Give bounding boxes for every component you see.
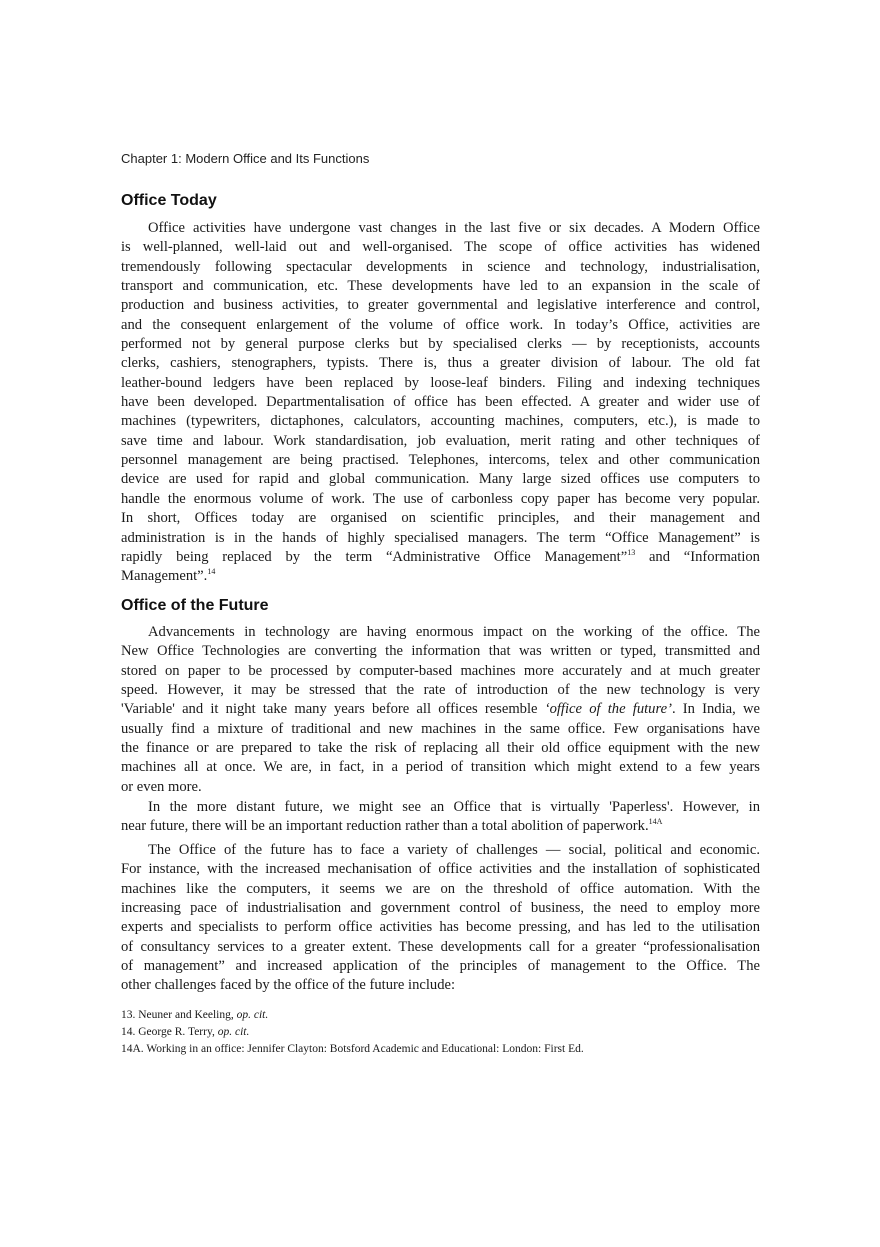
text-run: have been developed. Departmentalisation of office has been effected. A greater and wider use of	[121, 394, 760, 411]
footnote	[121, 1024, 584, 1041]
paragraph	[121, 219, 760, 587]
text-run: The Office of the future has to face a variety of challenges — social, political and economic.	[148, 842, 760, 858]
text-run: 13. Neuner and Keeling,	[121, 1009, 237, 1021]
running-head: Chapter 1: Modern Office and Its Functions	[121, 151, 370, 166]
text-run: transport and communication, etc. These developments have led to an expansion in the scale of	[121, 278, 760, 295]
paragraph	[121, 798, 760, 837]
text-line	[121, 219, 760, 238]
text-line	[121, 509, 760, 528]
text-run: is well-planned, well-laid out and well-organised. The scope of office activities has widened	[121, 239, 760, 256]
paragraph	[121, 623, 760, 797]
text-run: 'Variable' and it night take many years before all offices resemble	[121, 701, 545, 718]
text-run: In short, Offices today are organised on scientific principles, and their management and	[121, 510, 760, 527]
text-run: administration is in the hands of highly specialised managers. The term “Office Management” is	[121, 529, 760, 546]
text-line	[121, 976, 760, 995]
text-line	[121, 623, 760, 642]
text-run: usually find a mixture of traditional and new machines in the same office. Few organisations have	[121, 720, 760, 737]
text-line	[121, 548, 760, 567]
text-run: For instance, with the increased mechanisation of office activities and the installation of sophisticated	[121, 861, 760, 878]
text-line	[121, 798, 760, 817]
text-line	[121, 432, 760, 451]
text-run: clerks, cashiers, stenographers, typists. There is, thus a greater division of labour. The old fat	[121, 355, 760, 372]
text-line	[121, 938, 760, 957]
text-run: machines all at once. We are, in fact, in a period of transition which might extend to a few years	[121, 759, 760, 776]
section-heading-office-of-the-future: Office of the Future	[121, 597, 269, 614]
paragraph	[121, 841, 760, 996]
footnote-marker: 14A	[648, 817, 663, 827]
text-line	[121, 739, 760, 758]
text-run: rapidly being replaced by the term “Administrative Office Management”	[121, 548, 628, 565]
footnote-marker: 14	[207, 567, 216, 577]
text-line	[121, 817, 760, 836]
italic-text: ‘office of the future’	[544, 701, 672, 718]
footnote-marker: 13	[627, 547, 636, 557]
text-line	[121, 490, 760, 509]
text-line	[121, 258, 760, 277]
text-run: tremendously following spectacular developments in science and technology, industrialisation,	[121, 258, 760, 275]
text-line	[121, 567, 760, 586]
text-run: In the more distant future, we might see an Office that is virtually 'Paperless'. However, in	[148, 799, 760, 815]
text-run: machines (typewriters, dictaphones, calculators, accounting machines, computers, etc.), is made to	[121, 413, 760, 430]
text-run: 14. George R. Terry,	[121, 1026, 218, 1038]
text-line	[121, 374, 760, 393]
text-run: Advancements in technology are having enormous impact on the working of the office. The	[148, 624, 760, 640]
text-line	[121, 918, 760, 937]
text-run: New Office Technologies are converting the information that was written or typed, transmitted and	[121, 643, 760, 660]
text-run: of management” and increased application of the principles of management to the Office. The	[121, 958, 760, 975]
text-run: handle the enormous volume of work. The use of carbonless copy paper has become very popular.	[121, 490, 760, 507]
text-line	[121, 957, 760, 976]
text-line	[121, 899, 760, 918]
text-line	[121, 238, 760, 257]
text-run: machines like the computers, it seems we are on the threshold of office automation. With the	[121, 880, 760, 897]
footnotes	[121, 1007, 584, 1058]
footnote	[121, 1007, 584, 1024]
text-line	[121, 393, 760, 412]
text-run: save time and labour. Work standardisation, job evaluation, merit rating and other techniques of	[121, 432, 760, 449]
text-line	[121, 642, 760, 661]
text-run: of consultancy services to a greater extent. These developments call for a greater “professionalisation	[121, 938, 760, 955]
italic-text: op. cit.	[236, 1009, 269, 1021]
text-line	[121, 470, 760, 489]
text-line	[121, 335, 760, 354]
text-run: and the consequent enlargement of the volume of office work. In today’s Office, activities are	[121, 316, 760, 333]
text-run: 14A. Working in an office: Jennifer Clayton: Botsford Academic and Educational: London: First Ed.	[121, 1043, 584, 1055]
text-line	[121, 529, 760, 548]
text-line	[121, 758, 760, 777]
text-run: personnel management are being practised. Telephones, intercoms, telex and other communication	[121, 452, 760, 469]
text-run: speed. However, it may be stressed that the rate of introduction of the new technology is very	[121, 682, 760, 699]
text-line	[121, 720, 760, 739]
text-run: performed not by general purpose clerks but by specialised clerks — by receptionists, accounts	[121, 336, 760, 353]
text-line	[121, 662, 760, 681]
text-run: stored on paper to be processed by computer-based machines more accurately and at much greater	[121, 662, 760, 679]
text-line	[121, 778, 760, 797]
text-line	[121, 860, 760, 879]
text-run: leather-bound ledgers have been replaced by loose-leaf binders. Filing and indexing techniques	[121, 374, 760, 391]
text-run: near future, there will be an important reduction rather than a total abolition of paperwork.	[121, 818, 649, 835]
text-run: or even more.	[121, 778, 202, 795]
text-run: . In India, we	[671, 701, 760, 718]
text-run: and “Information	[635, 548, 760, 565]
text-run: other challenges faced by the office of the future include:	[121, 977, 456, 994]
text-run: the finance or are prepared to take the risk of replacing all their old office equipment with the new	[121, 740, 760, 757]
italic-text: op. cit.	[217, 1026, 250, 1038]
text-run: Office activities have undergone vast changes in the last five or six decades. A Modern Office	[148, 220, 760, 236]
section-heading-office-today: Office Today	[121, 192, 217, 209]
text-run: experts and specialists to perform office activities has become pressing, and has led to the utilisation	[121, 919, 760, 936]
footnote	[121, 1041, 584, 1058]
text-line	[121, 316, 760, 335]
text-line	[121, 841, 760, 860]
text-line	[121, 681, 760, 700]
text-line	[121, 451, 760, 470]
text-run: device are used for rapid and global communication. Many large sized offices use computers to	[121, 471, 760, 488]
text-line	[121, 700, 760, 719]
text-line	[121, 277, 760, 296]
text-run: production and business activities, to greater governmental and legislative interference and control,	[121, 297, 760, 314]
text-line	[121, 354, 760, 373]
text-run: Management”.	[121, 568, 208, 585]
text-line	[121, 296, 760, 315]
text-line	[121, 880, 760, 899]
text-run: increasing pace of industrialisation and government control of business, the need to employ more	[121, 900, 760, 917]
text-line	[121, 412, 760, 431]
